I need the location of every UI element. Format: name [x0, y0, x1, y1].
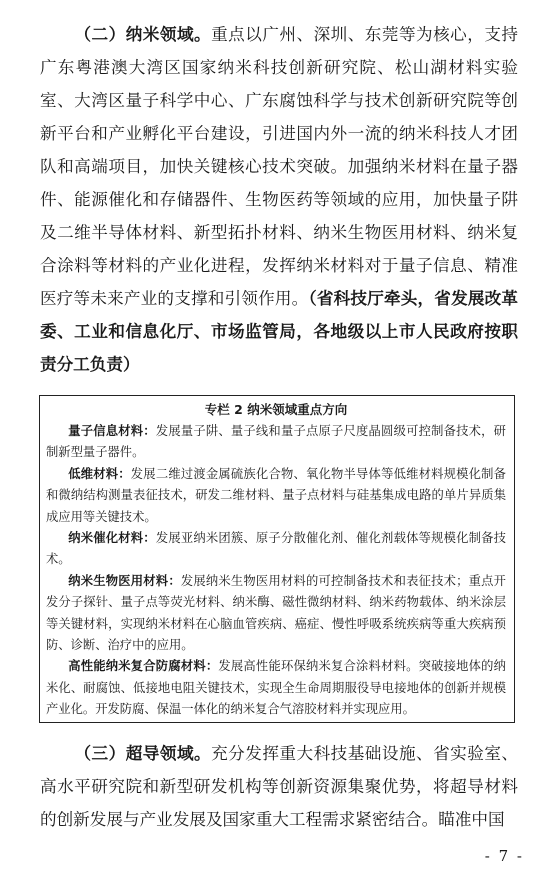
box-item-text: 发展纳米生物医用材料的可控制备技术和表征技术；重点开发分子探针、量子点等荧光材料、纳米酶、磁性微纳材料、纳米药物载体、纳米涂层等关键材料，实现纳米材料在心脑血管疾病、癌症、慢性呼吸系统疾病等重大疾病预防、诊断、治疗中的应用。 [46, 573, 506, 653]
box-item-catalysis [46, 528, 506, 571]
box-item-low-dimensional [46, 464, 506, 528]
section-2-responsibility: （省科技厅牵头，省发展改革委、工业和信息化厅、市场监管局，各地级以上市人民政府按职责分工负责） [40, 288, 519, 374]
box-item-biomedical [46, 571, 506, 657]
box-item-anticorrosion [46, 656, 506, 720]
page-number: - 7 - [484, 847, 524, 865]
section-3-paragraph [40, 737, 518, 836]
feature-box-nano [39, 395, 515, 723]
box-item-term: 高性能纳米复合防腐材料： [68, 659, 219, 674]
box-item-text: 发展亚纳米团簇、原子分散催化剂、催化剂载体等规模化制备技术。 [46, 531, 506, 567]
box-item-text: 发展高性能环保纳米复合涂料材料。突破接地体的纳米化、耐腐蚀、低接地电阻关键技术，实现全生命周期服役导电接地体的创新并规模产业化。开发防腐、保温一体化的纳米复合气溶胶材料并实现应用。 [46, 659, 506, 717]
box-item-term: 量子信息材料： [68, 424, 156, 438]
box-item-quantum [46, 421, 506, 464]
box-item-term: 低维材料： [68, 466, 131, 481]
section-2-body: 重点以广州、深圳、东莞等为核心，支持广东粤港澳大湾区国家纳米科技创新研究院、松山湖材料实验室、大湾区量子科学中心、广东腐蚀科学与技术创新研究院等创新平台和产业孵化平台建设，引进国内外一流的纳米科技人才团队和高端项目，加快关键核心技术突破。加强纳米材料在量子器件、能源催化和存储器件、生物医药等领域的应用，加快量子阱及二维半导体材料、新型拓扑材料、纳米生物医用材料、纳米复合涂料等材料的产业化进程，发挥纳米材料对于量子信息、精准医疗等未来产业的支撑和引领作用。 [40, 25, 519, 308]
box-item-text: 发展二维过渡金属硫族化合物、氧化物半导体等低维材料规模化制备和微纳结构测量表征技术，研发二维材料、量子点材料与硅基集成电路的单片异质集成应用等关键技术。 [46, 466, 506, 524]
section-3-body: 充分发挥重大科技基础设施、省实验室、高水平研究院和新型研发机构等创新资源集聚优势，将超导材料的创新发展与产业发展及国家重大工程需求紧密结合。瞄准中国 [40, 744, 519, 829]
section-2-paragraph [40, 18, 518, 381]
box-item-term: 纳米催化材料： [68, 531, 156, 546]
section-3-heading: （三）超导领域。 [74, 743, 212, 763]
section-2-heading: （二）纳米领域。 [74, 24, 212, 44]
box-item-text: 发展量子阱、量子线和量子点原子尺度晶圆级可控制备技术，研制新型量子器件。 [46, 424, 506, 460]
box-item-term: 纳米生物医用材料： [68, 573, 181, 588]
feature-box-title: 专栏 2 纳米领域重点方向 [204, 402, 348, 417]
